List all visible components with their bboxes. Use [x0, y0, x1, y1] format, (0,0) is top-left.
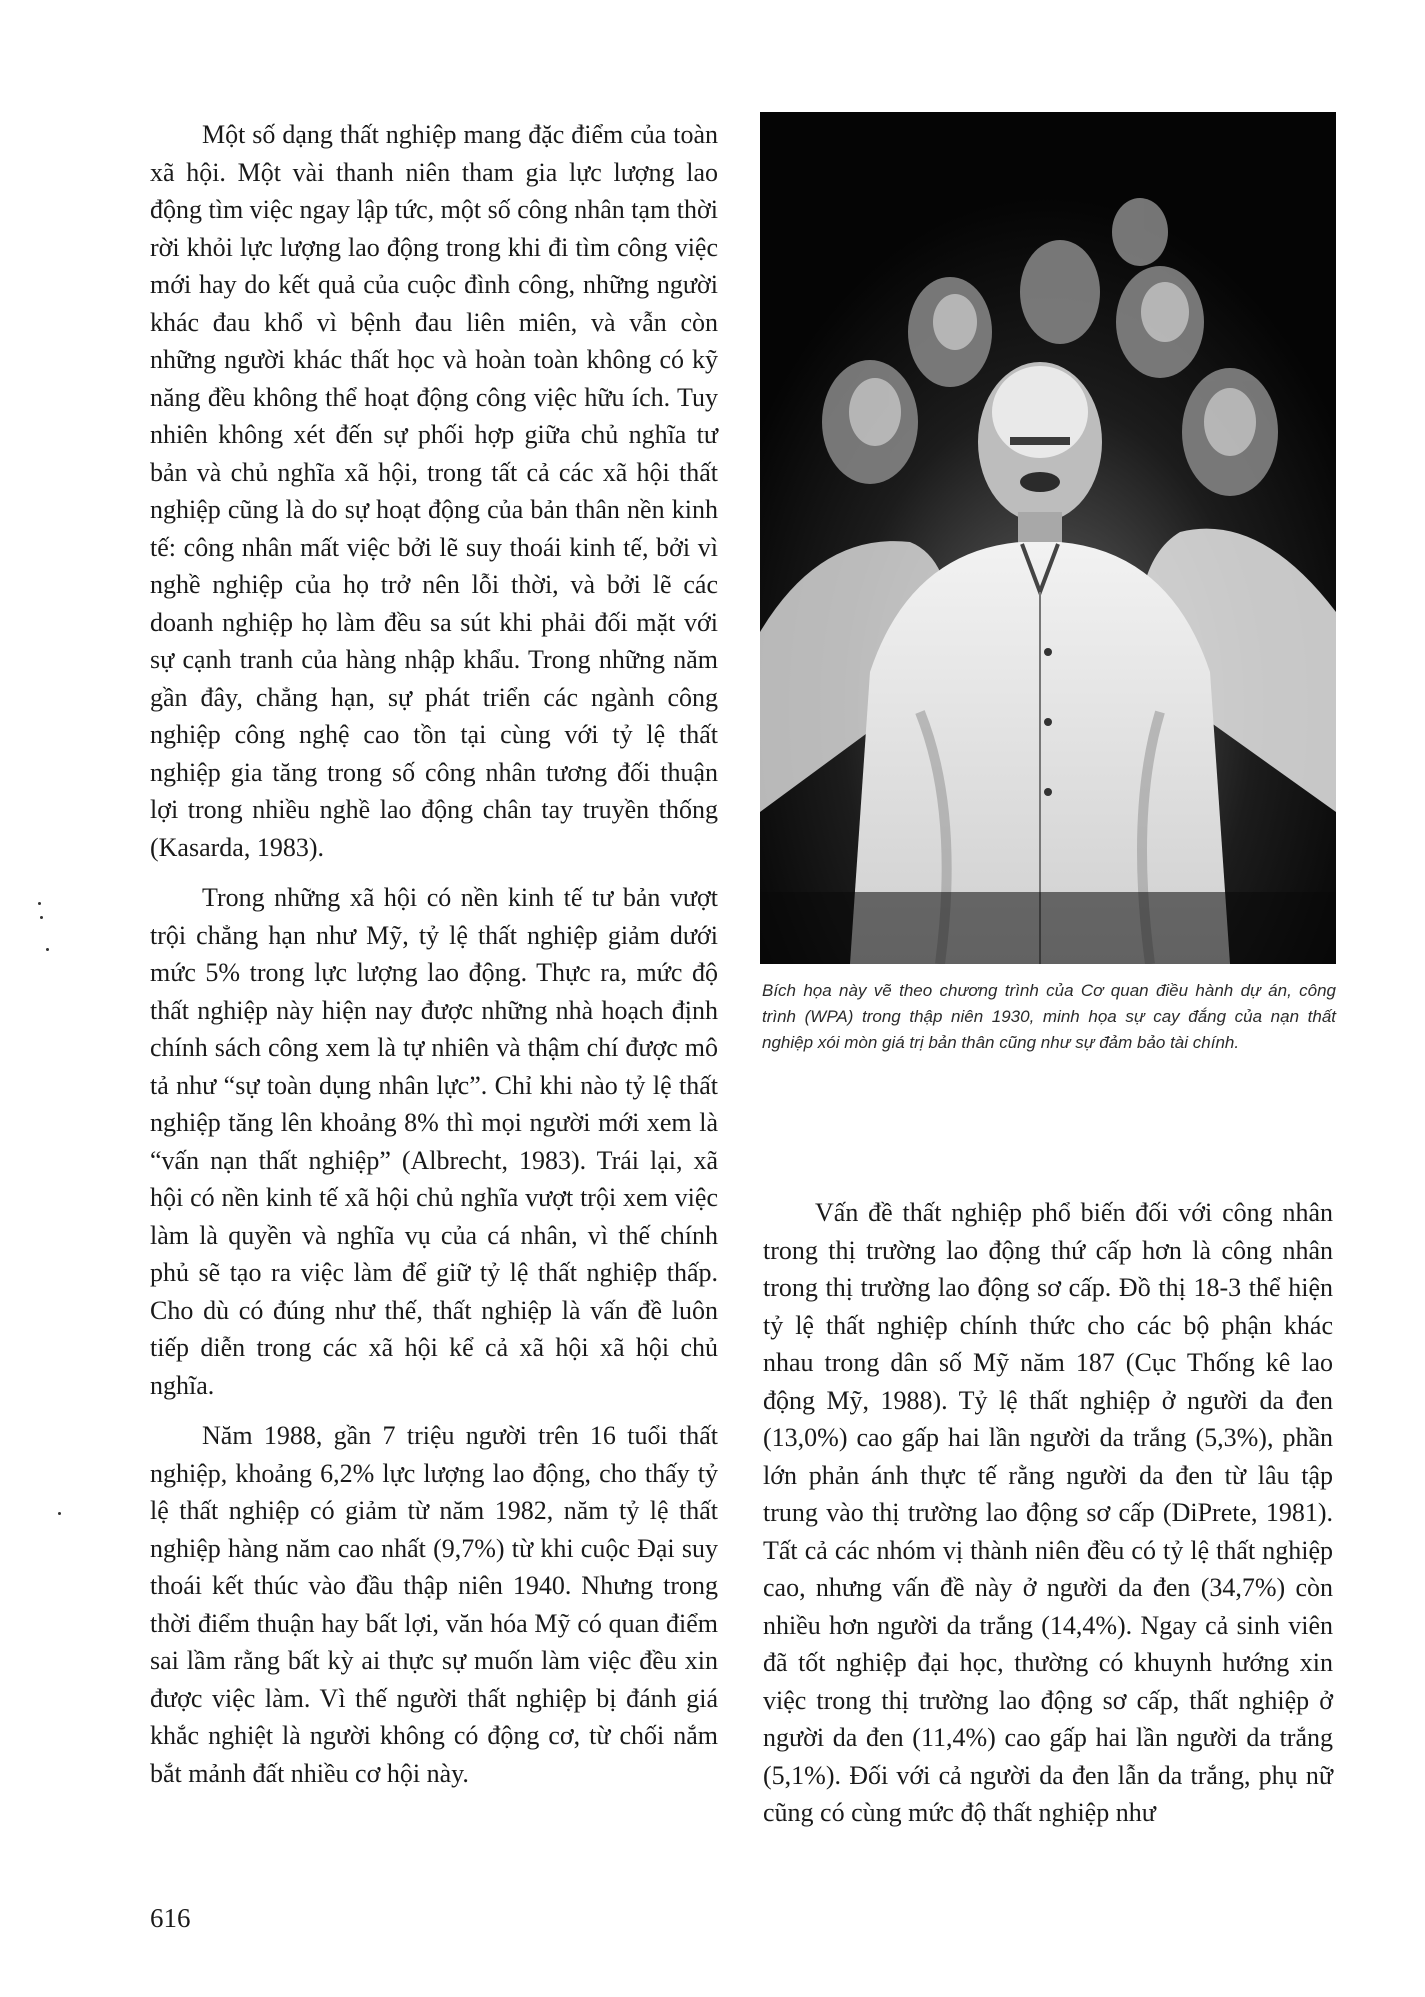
page-number: 616	[150, 1903, 191, 1933]
scan-speck	[40, 916, 43, 919]
scan-speck	[38, 902, 41, 905]
left-text-column	[150, 116, 718, 1805]
scan-speck	[58, 1512, 61, 1515]
paragraph: Một số dạng thất nghiệp mang đặc điểm của toàn xã hội. Một vài thanh niên tham gia lực lượng lao động tìm việc ngay lập tức, một số công nhân tạm thời rời khỏi lực lượng lao động trong khi đi tìm công việc mới hay do kết quả của cuộc đình công, những người khác đau khổ vì bệnh đau liên miên, và vẫn còn những người khác thất học và hoàn toàn không có kỹ năng đều không thể hoạt động công việc hữu ích. Tuy nhiên không xét đến sự phối hợp giữa chủ nghĩa tư bản và chủ nghĩa xã hội, trong tất cả các xã hội thất nghiệp cũng là do sự hoạt động của bản thân nền kinh tế: công nhân mất việc bởi lẽ suy thoái kinh tế, bởi vì nghề nghiệp của họ trở nên lỗi thời, và bởi lẽ các doanh nghiệp họ làm đều sa sút khi phải đối mặt với sự cạnh tranh của hàng nhập khẩu. Trong những năm gần đây, chẳng hạn, sự phát triển các ngành công nghiệp công nghệ cao tồn tại cùng với tỷ lệ thất nghiệp gia tăng trong số công nhân tương đối thuận lợi trong nhiều nghề lao động chân tay truyền thống (Kasarda, 1983).	[150, 120, 718, 862]
figure-caption: Bích họa này vẽ theo chương trình của Cơ quan điều hành dự án, công trình (WPA) trong thập niên 1930, minh họa sự cay đắng của nạn thất nghiệp xói mòn giá trị bản thân cũng như sự đảm bảo tài chính.	[762, 981, 1336, 1052]
paragraph: Vấn đề thất nghiệp phổ biến đối với công nhân trong thị trường lao động thứ cấp hơn là công nhân trong thị trường lao động sơ cấp. Đồ thị 18-3 thể hiện tỷ lệ thất nghiệp chính thức cho các bộ phận khác nhau trong dân số Mỹ năm 187 (Cục Thống kê lao động Mỹ, 1988). Tỷ lệ thất nghiệp ở người da đen (13,0%) cao gấp hai lần người da trắng (5,3%), phần lớn phản ánh thực tế rằng người da đen từ lâu tập trung vào thị trường lao động sơ cấp (DiPrete, 1981). Tất cả các nhóm vị thành niên đều có tỷ lệ thất nghiệp cao, nhưng vấn đề này ở người da đen (34,7%) còn nhiều hơn người da trắng (14,4%). Ngay cả sinh viên đã tốt nghiệp đại học, thường có khuynh hướng xin việc trong thị trường lao động sơ cấp, thất nghiệp ở người da đen (11,4%) cao gấp hai lần người da trắng (5,1%). Đối với cả người da đen lẫn da trắng, phụ nữ cũng có cùng mức độ thất nghiệp như	[763, 1198, 1333, 1827]
mural-illustration	[760, 112, 1336, 964]
wpa-mural-photo	[760, 112, 1336, 964]
right-text-column	[763, 1194, 1333, 1845]
paragraph: Trong những xã hội có nền kinh tế tư bản vượt trội chẳng hạn như Mỹ, tỷ lệ thất nghiệp giảm dưới mức 5% trong lực lượng lao động. Thực ra, mức độ thất nghiệp này hiện nay được những nhà hoạch định chính sách công xem là tự nhiên và thậm chí được mô tả như “sự toàn dụng nhân lực”. Chỉ khi nào tỷ lệ thất nghiệp tăng lên khoảng 8% thì mọi người mới xem là “vấn nạn thất nghiệp” (Albrecht, 1983). Trái lại, xã hội có nền kinh tế xã hội chủ nghĩa vượt trội xem việc làm là quyền và nghĩa vụ của cá nhân, vì thế chính phủ sẽ tạo ra việc làm để giữ tỷ lệ thất nghiệp thấp. Cho dù có đúng như thế, thất nghiệp là vấn đề luôn tiếp diễn trong các xã hội kể cả xã hội xã hội chủ nghĩa.	[150, 883, 718, 1400]
scan-speck	[46, 948, 49, 951]
paragraph: Năm 1988, gần 7 triệu người trên 16 tuổi thất nghiệp, khoảng 6,2% lực lượng lao động, cho thấy tỷ lệ thất nghiệp có giảm từ năm 1982, năm tỷ lệ thất nghiệp hàng năm cao nhất (9,7%) từ khi cuộc Đại suy thoái kết thúc vào đầu thập niên 1940. Nhưng trong thời điểm thuận hay bất lợi, văn hóa Mỹ có quan điểm sai lầm rằng bất kỳ ai thực sự muốn làm việc đều xin được việc làm. Vì thế người thất nghiệp bị đánh giá khắc nghiệt là người không có động cơ, từ chối nắm bắt mảnh đất nhiều cơ hội này.	[150, 1421, 718, 1788]
